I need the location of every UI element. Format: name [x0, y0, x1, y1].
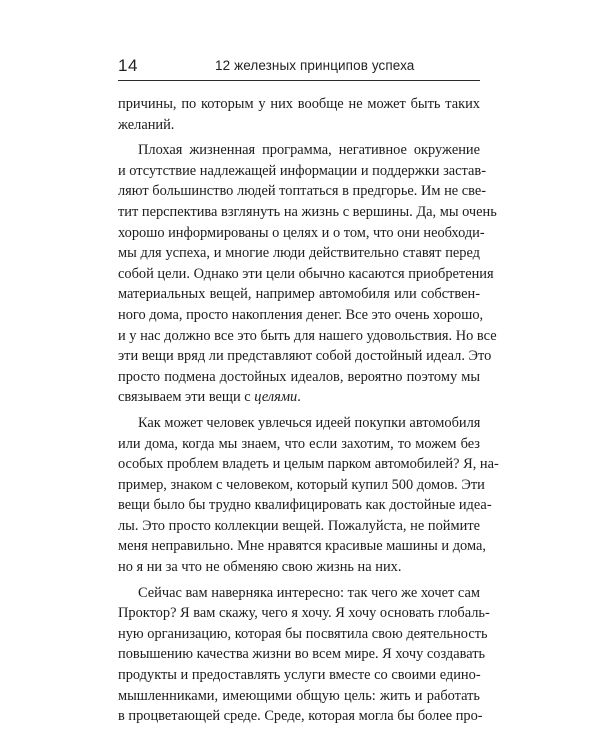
text-line: ного дома, просто накопления денег. Все это очень хорошо,: [118, 306, 484, 323]
body-text: [118, 94, 499, 727]
text-line: Как может человек увлечься идеей покупки автомобиля: [138, 414, 481, 431]
page-header: [118, 56, 480, 81]
paragraph: [118, 413, 499, 578]
text-line: просто подмена достойных идеалов, вероятно поэтому мы: [118, 368, 480, 385]
text-line: хорошо информированы о целях и о том, что они необходи-: [118, 224, 485, 241]
text-line: мышленниками, имеющими общую цель: жить и работать: [118, 687, 480, 704]
text-line: Проктор? Я вам скажу, чего я хочу. Я хочу основать глобаль-: [118, 605, 490, 622]
text-line: Сейчас вам наверняка интересно: так чего же хочет сам: [138, 584, 480, 601]
paragraph: [118, 140, 497, 408]
text-line: лы. Это просто коллекции вещей. Пожалуйста, не поймите: [118, 517, 480, 534]
text-line: собой цели. Однако эти цели обычно касаются приобретения: [118, 265, 494, 282]
text-line: тит перспектива взглянуть на жизнь с вершины. Да, мы очень: [118, 203, 497, 220]
text-line: причины, по которым у них вообще не может быть таких: [118, 96, 480, 112]
page-number: 14: [118, 56, 138, 75]
text-line: особых проблем владеть и целым парком автомобилей? Я, на-: [118, 456, 499, 473]
text-fragment: .: [297, 389, 301, 406]
text-fragment: связываем эти вещи с: [118, 389, 255, 406]
text-line: Плохая жизненная программа, негативное окружение: [138, 142, 480, 159]
text-line: или дома, когда мы знаем, что если захотим, то можем без: [118, 435, 480, 452]
paragraph: [118, 583, 490, 727]
text-line: желаний.: [118, 116, 175, 133]
text-line: мы для успеха, и многие люди действительно ставят перед: [118, 245, 480, 262]
text-line: ляют большинство людей топтаться в предгорье. Им не све-: [118, 183, 487, 200]
emphasis-text: целями: [254, 389, 298, 406]
text-line: в процветающей среде. Среде, которая могла бы более про-: [118, 708, 483, 725]
text-line: и отсутствие надлежащей информации и поддержки застав-: [118, 162, 486, 179]
text-line: вещи было бы трудно квалифицировать как достойные идеа-: [118, 497, 492, 514]
text-line: материальных вещей, например автомобиля или собствен-: [118, 286, 480, 303]
text-line: эти вещи вряд ли представляют собой достойный идеал. Это: [118, 348, 492, 365]
text-line: пример, знаком с человеком, который купил 500 домов. Эти: [118, 476, 485, 493]
text-line: ную организацию, которая бы посвятила свою деятельность: [118, 625, 488, 642]
text-line: [118, 387, 480, 408]
text-line: но я ни за что не обменяю свою жизнь на них.: [118, 559, 402, 576]
text-line: продукты и предоставлять услуги вместе со своими едино-: [118, 667, 481, 684]
text-line: меня неправильно. Мне нравятся красивые машины и дома,: [118, 538, 486, 555]
text-line: повышению качества жизни во всем мире. Я хочу создавать: [118, 646, 486, 663]
text-line: и у нас должно все это быть для нашего удовольствия. Но все: [118, 327, 497, 344]
paragraph: [118, 94, 480, 135]
running-title: 12 железных принципов успеха: [215, 58, 415, 73]
